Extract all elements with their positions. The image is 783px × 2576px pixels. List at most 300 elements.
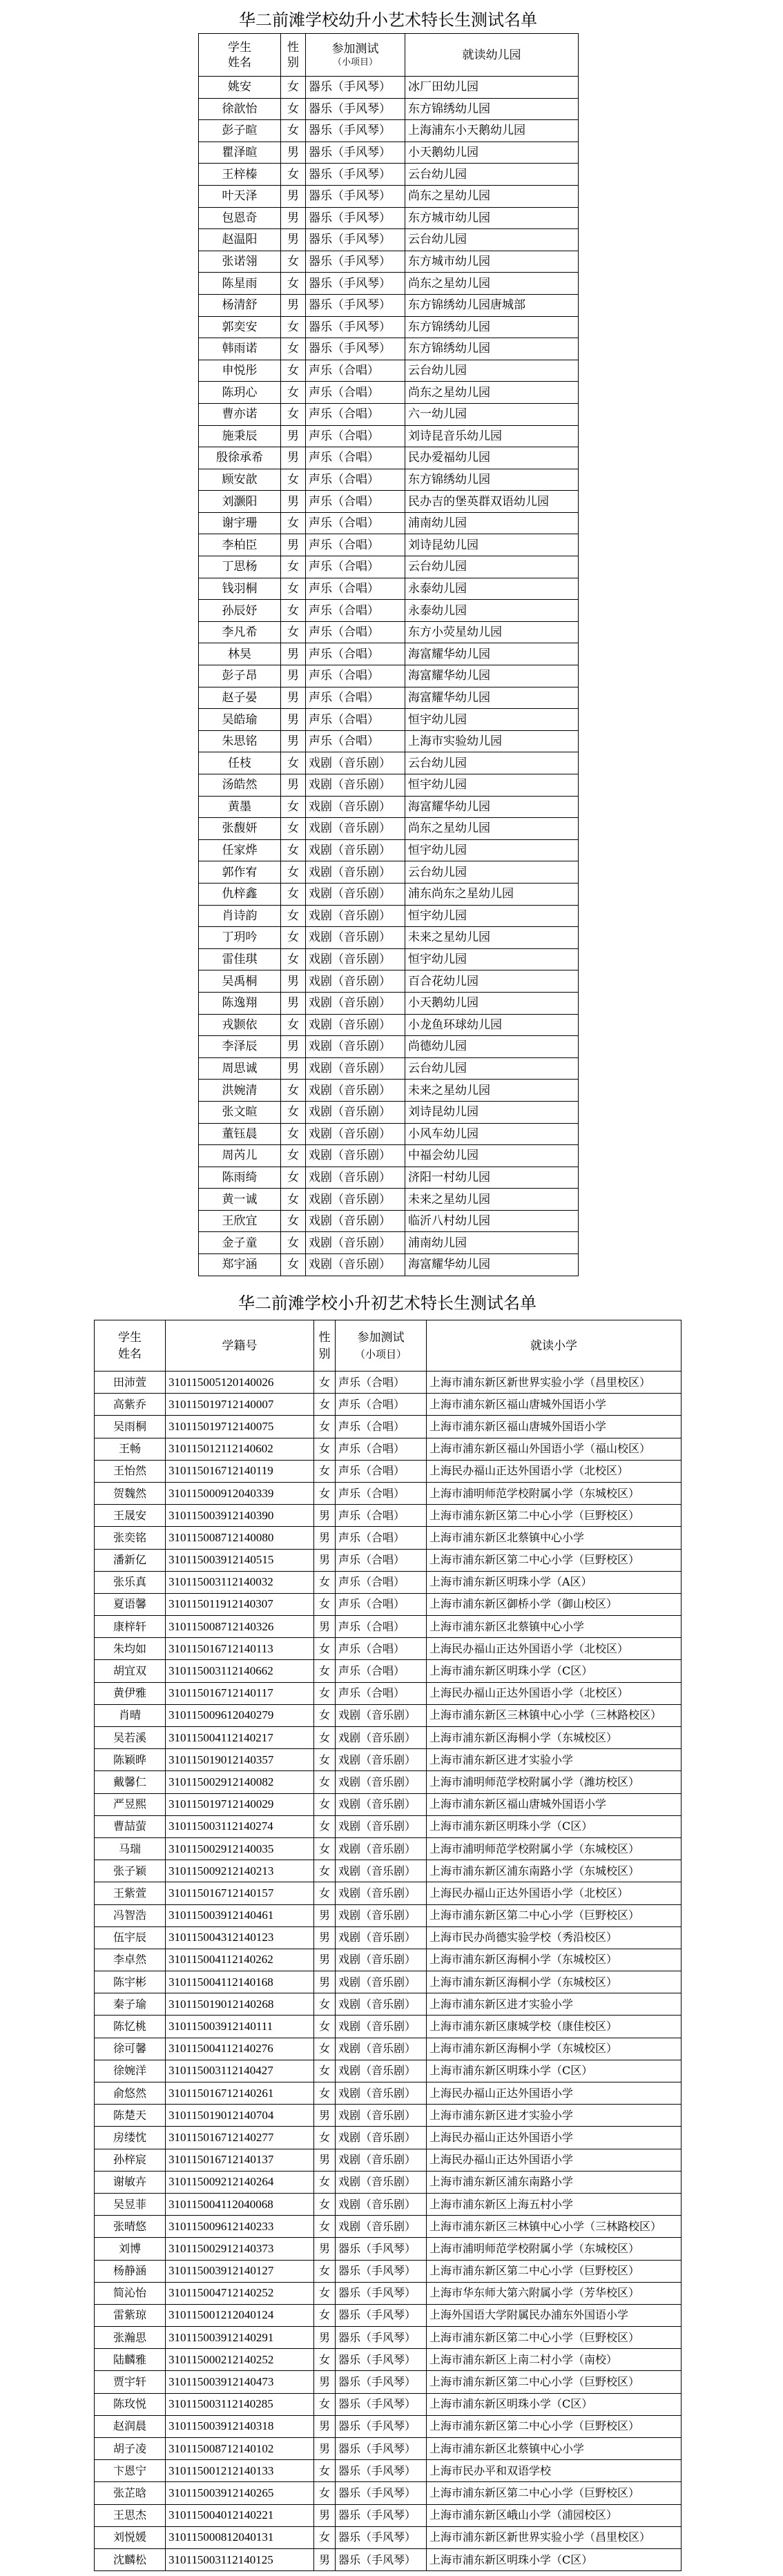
table-header-row [95, 1320, 682, 1372]
table-row [95, 2016, 682, 2038]
test-item-cell: 声乐（合唱） [306, 491, 405, 513]
student-name-cell: 张瀚思 [95, 2327, 166, 2349]
student-name-cell: 张馥妍 [199, 818, 281, 840]
student-name-cell: 郑宇涵 [199, 1254, 281, 1276]
student-id-cell: 310115000812040131 [166, 2526, 314, 2548]
table-row [95, 2415, 682, 2437]
primary-school-cell: 上海市浦明师范学校附属小学（东城校区） [427, 1482, 682, 1504]
table-row [95, 2082, 682, 2105]
student-name-cell: 戎颢依 [199, 1014, 281, 1036]
student-name-cell: 陈颖晔 [95, 1749, 166, 1771]
gender-cell: 男 [314, 1505, 336, 1527]
test-item-cell: 声乐（合唱） [336, 1372, 427, 1394]
student-id-cell: 310115004112140276 [166, 2038, 314, 2060]
gender-cell: 男 [314, 2438, 336, 2460]
student-name-cell: 汤皓然 [199, 774, 281, 797]
primary-school-cell: 上海市浦东新区浦东南路小学（东城校区） [427, 1860, 682, 1882]
table-row [95, 2282, 682, 2304]
table-row [199, 818, 579, 840]
student-name-cell: 张诺翎 [199, 251, 281, 273]
kindergarten-cell: 云台幼儿园 [405, 752, 579, 774]
gender-cell: 女 [314, 1815, 336, 1837]
student-name-cell: 吴禹桐 [199, 970, 281, 993]
primary-school-cell: 上海市浦东新区三林镇中心小学（三林路校区） [427, 1704, 682, 1726]
table-row [199, 425, 579, 447]
kindergarten-list-title: 华二前滩学校幼升小艺术特长生测试名单 [239, 10, 537, 30]
gender-cell: 女 [314, 1460, 336, 1482]
kindergarten-cell: 刘诗昆幼儿园 [405, 1101, 579, 1123]
student-id-cell: 310115003112140125 [166, 2548, 314, 2570]
student-name-cell: 胡宜双 [95, 1660, 166, 1682]
test-item-cell: 戏剧（音乐剧） [306, 861, 405, 884]
table-row [95, 1727, 682, 1749]
primary-school-cell: 上海市浦东新区明珠小学（C区） [427, 2393, 682, 2415]
header-gender [314, 1320, 336, 1372]
student-name-cell: 顾安歆 [199, 469, 281, 491]
gender-cell: 男 [281, 229, 306, 251]
kindergarten-cell: 济阳一村幼儿园 [405, 1167, 579, 1189]
student-id-cell: 310115016712140117 [166, 1682, 314, 1704]
test-item-cell: 声乐（合唱） [336, 1460, 427, 1482]
kindergarten-cell: 永泰幼儿园 [405, 578, 579, 600]
kindergarten-cell: 恒宇幼儿园 [405, 709, 579, 731]
kindergarten-cell: 东方锦绣幼儿园 [405, 98, 579, 120]
gender-cell: 女 [314, 2016, 336, 2038]
test-item-cell: 戏剧（音乐剧） [336, 2038, 427, 2060]
student-name-cell: 王欣宜 [199, 1210, 281, 1232]
test-item-cell: 声乐（合唱） [336, 1616, 427, 1638]
test-item-cell: 声乐（合唱） [306, 578, 405, 600]
student-name-cell: 韩雨诺 [199, 338, 281, 360]
gender-cell: 男 [314, 1971, 336, 1993]
test-item-cell: 器乐（手风琴） [336, 2371, 427, 2393]
test-item-cell: 戏剧（音乐剧） [336, 2016, 427, 2038]
kindergarten-cell: 东方锦绣幼儿园 [405, 316, 579, 338]
table-row [199, 556, 579, 578]
test-item-cell: 戏剧（音乐剧） [306, 752, 405, 774]
primary-roster-table [94, 1320, 682, 2571]
gender-cell: 女 [281, 600, 306, 622]
student-name-cell: 张奕铭 [95, 1527, 166, 1549]
primary-school-cell: 上海民办福山正达外国语小学 [427, 2082, 682, 2105]
gender-cell: 女 [281, 796, 306, 818]
header-student-name-line2: 姓名 [228, 55, 251, 70]
student-name-cell: 徐可馨 [95, 2038, 166, 2060]
header-test-item [306, 34, 405, 77]
gender-cell: 女 [281, 839, 306, 861]
student-name-cell: 朱思铭 [199, 730, 281, 752]
gender-cell: 男 [281, 185, 306, 207]
test-item-cell: 器乐（手风琴） [306, 316, 405, 338]
table-row [95, 2438, 682, 2460]
table-row [199, 512, 579, 534]
table-row [199, 1036, 579, 1058]
table-row [199, 621, 579, 643]
primary-school-cell: 上海市浦东新区第二中心小学（巨野校区） [427, 2327, 682, 2349]
kindergarten-cell: 东方锦绣幼儿园 [405, 338, 579, 360]
table-row [95, 2127, 682, 2149]
test-item-cell: 戏剧（音乐剧） [336, 1749, 427, 1771]
gender-cell: 女 [314, 1394, 336, 1416]
test-item-cell: 声乐（合唱） [306, 665, 405, 687]
test-item-cell: 声乐（合唱） [336, 1593, 427, 1615]
table-row [95, 1815, 682, 1837]
gender-cell: 男 [281, 970, 306, 993]
student-id-cell: 310115004012140221 [166, 2504, 314, 2526]
table-row [199, 164, 579, 186]
gender-cell: 女 [314, 2260, 336, 2282]
kindergarten-cell: 云台幼儿园 [405, 229, 579, 251]
test-item-cell: 戏剧（音乐剧） [336, 2216, 427, 2238]
table-row [95, 1549, 682, 1571]
gender-cell: 女 [314, 2193, 336, 2215]
gender-cell: 男 [281, 774, 306, 797]
test-item-cell: 声乐（合唱） [306, 447, 405, 469]
kindergarten-roster-body [199, 77, 579, 1276]
test-item-cell: 器乐（手风琴） [336, 2304, 427, 2326]
gender-cell: 女 [281, 316, 306, 338]
gender-cell: 女 [314, 1837, 336, 1860]
student-id-cell: 310115016712140119 [166, 1460, 314, 1482]
table-row [199, 1254, 579, 1276]
test-item-cell: 戏剧（音乐剧） [336, 1793, 427, 1815]
table-row [95, 1416, 682, 1438]
student-id-cell: 310115003912140473 [166, 2371, 314, 2393]
primary-school-cell: 上海市浦明师范学校附属小学（潍坊校区） [427, 1771, 682, 1793]
gender-cell: 女 [281, 120, 306, 142]
table-row [95, 1860, 682, 1882]
test-item-cell: 器乐（手风琴） [336, 2327, 427, 2349]
student-name-cell: 杨静涵 [95, 2260, 166, 2282]
test-item-cell: 器乐（手风琴） [336, 2438, 427, 2460]
student-name-cell: 周思诚 [199, 1057, 281, 1080]
primary-school-cell: 上海市浦东新区上海五村小学 [427, 2193, 682, 2215]
table-row [95, 2193, 682, 2215]
table-row [199, 1232, 579, 1254]
kindergarten-cell: 上海市实验幼儿园 [405, 730, 579, 752]
student-name-cell: 任枝 [199, 752, 281, 774]
gender-cell: 男 [281, 730, 306, 752]
gender-cell: 女 [314, 1416, 336, 1438]
gender-cell: 女 [281, 861, 306, 884]
kindergarten-cell: 永泰幼儿园 [405, 600, 579, 622]
student-name-cell: 孙梓宸 [95, 2149, 166, 2171]
test-item-cell: 戏剧（音乐剧） [306, 818, 405, 840]
primary-school-cell: 上海市浦东新区海桐小学（东城校区） [427, 1727, 682, 1749]
student-name-cell: 洪婉清 [199, 1080, 281, 1102]
table-row [199, 229, 579, 251]
student-name-cell: 陈雨绮 [199, 1167, 281, 1189]
kindergarten-cell: 刘诗昆音乐幼儿园 [405, 425, 579, 447]
kindergarten-cell: 云台幼儿园 [405, 164, 579, 186]
student-name-cell: 王怡然 [95, 1460, 166, 1482]
student-name-cell: 沈麟松 [95, 2548, 166, 2570]
test-item-cell: 器乐（手风琴） [306, 338, 405, 360]
table-row [95, 1926, 682, 1949]
student-name-cell: 曹喆萤 [95, 1815, 166, 1837]
primary-school-cell: 上海民办福山正达外国语小学 [427, 2127, 682, 2149]
gender-cell: 女 [281, 905, 306, 927]
student-name-cell: 陆麟雅 [95, 2349, 166, 2371]
primary-school-cell: 上海市浦东新区康城学校（康佳校区） [427, 2016, 682, 2038]
kindergarten-cell: 云台幼儿园 [405, 861, 579, 884]
primary-school-cell: 上海市浦东新区第二中心小学（巨野校区） [427, 1505, 682, 1527]
test-item-cell: 器乐（手风琴） [306, 251, 405, 273]
student-id-cell: 310115004312140123 [166, 1926, 314, 1949]
kindergarten-cell: 未来之星幼儿园 [405, 927, 579, 949]
gender-cell: 男 [281, 142, 306, 164]
student-name-cell: 冯智浩 [95, 1904, 166, 1926]
test-item-cell: 戏剧（音乐剧） [306, 1057, 405, 1080]
table-row [199, 382, 579, 404]
test-item-cell: 戏剧（音乐剧） [306, 1167, 405, 1189]
gender-cell: 女 [314, 2304, 336, 2326]
student-name-cell: 丁思杨 [199, 556, 281, 578]
gender-cell: 男 [281, 709, 306, 731]
gender-cell: 女 [281, 164, 306, 186]
test-item-cell: 戏剧（音乐剧） [336, 2060, 427, 2082]
gender-cell: 男 [314, 1549, 336, 1571]
gender-cell: 男 [281, 534, 306, 556]
primary-school-cell: 上海民办福山正达外国语小学（北校区） [427, 1638, 682, 1660]
student-name-cell: 曹亦诺 [199, 403, 281, 425]
table-row [199, 469, 579, 491]
student-id-cell: 310115009212140264 [166, 2171, 314, 2193]
test-item-cell: 声乐（合唱） [336, 1660, 427, 1682]
test-item-cell: 声乐（合唱） [306, 534, 405, 556]
student-name-cell: 朱均如 [95, 1638, 166, 1660]
test-item-cell: 器乐（手风琴） [306, 98, 405, 120]
student-name-cell: 戴馨仁 [95, 1771, 166, 1793]
gender-cell: 女 [281, 512, 306, 534]
gender-cell: 女 [314, 1882, 336, 1904]
table-row [199, 360, 579, 382]
primary-school-cell: 上海市浦东新区第二中心小学（巨野校区） [427, 1904, 682, 1926]
student-name-cell: 殷徐承希 [199, 447, 281, 469]
student-id-cell: 310115008712140326 [166, 1616, 314, 1638]
primary-school-cell: 上海市浦东新区第二中心小学（巨野校区） [427, 2260, 682, 2282]
student-name-cell: 周芮儿 [199, 1145, 281, 1167]
test-item-cell: 戏剧（音乐剧） [306, 1123, 405, 1145]
student-name-cell: 贾宇轩 [95, 2371, 166, 2393]
student-name-cell: 房缕忱 [95, 2127, 166, 2149]
student-id-cell: 310115016712140113 [166, 1638, 314, 1660]
table-row [199, 1167, 579, 1189]
kindergarten-cell: 恒宇幼儿园 [405, 839, 579, 861]
table-row [199, 970, 579, 993]
gender-cell: 女 [314, 1727, 336, 1749]
test-item-cell: 器乐（手风琴） [336, 2504, 427, 2526]
table-row [95, 2038, 682, 2060]
table-row [199, 578, 579, 600]
kindergarten-cell: 未来之星幼儿园 [405, 1080, 579, 1102]
primary-school-cell: 上海市浦东新区福山外国语小学（福山校区） [427, 1438, 682, 1460]
table-row [199, 77, 579, 99]
kindergarten-cell: 海富耀华幼儿园 [405, 796, 579, 818]
gender-cell: 男 [281, 687, 306, 709]
gender-cell: 男 [314, 2371, 336, 2393]
primary-school-cell: 上海市浦东新区北蔡镇中心小学 [427, 1616, 682, 1638]
student-name-cell: 谢宇珊 [199, 512, 281, 534]
student-name-cell: 姚安 [199, 77, 281, 99]
gender-cell: 女 [281, 382, 306, 404]
student-name-cell: 张文暄 [199, 1101, 281, 1123]
table-row [199, 905, 579, 927]
gender-cell: 女 [281, 1101, 306, 1123]
student-name-cell: 申悦彤 [199, 360, 281, 382]
test-item-cell: 声乐（合唱） [306, 512, 405, 534]
student-name-cell: 徐婉洋 [95, 2060, 166, 2082]
kindergarten-cell: 尚东之星幼儿园 [405, 382, 579, 404]
gender-cell: 男 [281, 1036, 306, 1058]
student-name-cell: 吴雨桐 [95, 1416, 166, 1438]
kindergarten-cell: 恒宇幼儿园 [405, 774, 579, 797]
primary-school-cell: 上海市浦东新区进才实验小学 [427, 2105, 682, 2127]
test-item-cell: 声乐（合唱） [336, 1505, 427, 1527]
kindergarten-cell: 尚东之星幼儿园 [405, 818, 579, 840]
gender-cell: 女 [314, 2460, 336, 2482]
gender-cell: 女 [281, 338, 306, 360]
table-row [95, 2060, 682, 2082]
test-item-cell: 戏剧（音乐剧） [336, 2105, 427, 2127]
primary-school-cell: 上海市浦东新区福山唐城外国语小学 [427, 1394, 682, 1416]
student-id-cell: 310115003912140291 [166, 2327, 314, 2349]
student-id-cell: 310115009612040279 [166, 1704, 314, 1726]
student-name-cell: 包恩奇 [199, 207, 281, 229]
kindergarten-cell: 百合花幼儿园 [405, 970, 579, 993]
student-name-cell: 陈宇彬 [95, 1971, 166, 1993]
kindergarten-cell: 东方城市幼儿园 [405, 207, 579, 229]
table-row [95, 1638, 682, 1660]
student-name-cell: 卞恩宁 [95, 2460, 166, 2482]
table-row [199, 1080, 579, 1102]
student-name-cell: 王梓榛 [199, 164, 281, 186]
test-item-cell: 器乐（手风琴） [306, 229, 405, 251]
student-name-cell: 刘博 [95, 2238, 166, 2260]
test-item-cell: 戏剧（音乐剧） [336, 1882, 427, 1904]
student-id-cell: 310115003912140318 [166, 2415, 314, 2437]
primary-school-cell: 上海市华东师大第六附属小学（芳华校区） [427, 2282, 682, 2304]
gender-cell: 女 [281, 1014, 306, 1036]
student-id-cell: 310115019012140704 [166, 2105, 314, 2127]
student-name-cell: 马瑞 [95, 1837, 166, 1860]
gender-cell: 男 [314, 2504, 336, 2526]
student-name-cell: 雷紫琼 [95, 2304, 166, 2326]
primary-school-cell: 上海市浦东新区海桐小学（东城校区） [427, 2038, 682, 2060]
table-row [199, 774, 579, 797]
student-id-cell: 310115004112040068 [166, 2193, 314, 2215]
test-item-cell: 戏剧（音乐剧） [306, 927, 405, 949]
student-id-cell: 310115003912140390 [166, 1505, 314, 1527]
test-item-cell: 器乐（手风琴） [336, 2238, 427, 2260]
kindergarten-cell: 冰厂田幼儿园 [405, 77, 579, 99]
primary-roster-body [95, 1372, 682, 2571]
gender-cell: 男 [281, 1057, 306, 1080]
student-id-cell: 310115016712140277 [166, 2127, 314, 2149]
header-student-name-line1: 学生 [118, 1330, 142, 1345]
table-row [95, 2216, 682, 2238]
test-item-cell: 器乐（手风琴） [336, 2393, 427, 2415]
table-row [95, 1749, 682, 1771]
table-row [95, 2327, 682, 2349]
primary-school-cell: 上海外国语大学附属民办浦东外国语小学 [427, 2304, 682, 2326]
student-name-cell: 彭子暄 [199, 120, 281, 142]
table-row [199, 447, 579, 469]
student-name-cell: 吴昱菲 [95, 2193, 166, 2215]
table-row [199, 927, 579, 949]
kindergarten-roster-table [198, 33, 579, 1276]
student-name-cell: 赵子晏 [199, 687, 281, 709]
student-name-cell: 秦子瑜 [95, 1993, 166, 2016]
kindergarten-cell: 小天鹅幼儿园 [405, 992, 579, 1014]
primary-school-cell: 上海市浦东新区明珠小学（C区） [427, 2060, 682, 2082]
primary-list-title: 华二前滩学校小升初艺术特长生测试名单 [238, 1294, 536, 1313]
student-id-cell: 310115004712140252 [166, 2282, 314, 2304]
test-item-cell: 器乐（手风琴） [336, 2415, 427, 2437]
gender-cell: 女 [314, 2127, 336, 2149]
test-item-cell: 器乐（手风琴） [306, 273, 405, 295]
primary-school-cell: 上海市浦东新区明珠小学（C区） [427, 1660, 682, 1682]
table-row [95, 1904, 682, 1926]
gender-cell: 女 [281, 578, 306, 600]
student-name-cell: 孙辰妤 [199, 600, 281, 622]
student-id-cell: 310115000212140252 [166, 2349, 314, 2371]
test-item-cell: 戏剧（音乐剧） [336, 1727, 427, 1749]
test-item-cell: 戏剧（音乐剧） [306, 796, 405, 818]
student-name-cell: 叶天泽 [199, 185, 281, 207]
student-name-cell: 王紫萱 [95, 1882, 166, 1904]
gender-cell: 男 [281, 665, 306, 687]
table-row [95, 2304, 682, 2326]
primary-school-cell: 上海市浦东新区新世界实验小学（昌里校区） [427, 1372, 682, 1394]
student-id-cell: 310115001212140133 [166, 2460, 314, 2482]
student-name-cell: 黄伊雅 [95, 1682, 166, 1704]
kindergarten-cell: 民办吉的堡英群双语幼儿园 [405, 491, 579, 513]
primary-school-cell: 上海市民办尚德实验学校（秀沿校区） [427, 1926, 682, 1949]
gender-cell: 女 [314, 1660, 336, 1682]
primary-school-cell: 上海市浦东新区福山唐城外国语小学 [427, 1793, 682, 1815]
table-row [199, 98, 579, 120]
student-name-cell: 任家烨 [199, 839, 281, 861]
test-item-cell: 器乐（手风琴） [336, 2260, 427, 2282]
gender-cell: 女 [281, 948, 306, 970]
gender-cell: 女 [314, 2482, 336, 2504]
table-row [95, 2504, 682, 2526]
table-row [199, 839, 579, 861]
table-row [199, 752, 579, 774]
table-row [199, 207, 579, 229]
primary-school-cell: 上海市浦东新区第二中心小学（巨野校区） [427, 2371, 682, 2393]
kindergarten-cell: 东方锦绣幼儿园 [405, 469, 579, 491]
student-name-cell: 王畅 [95, 1438, 166, 1460]
gender-cell: 男 [281, 294, 306, 316]
student-id-cell: 310115009612140233 [166, 2216, 314, 2238]
kindergarten-cell: 海富耀华幼儿园 [405, 1254, 579, 1276]
primary-school-cell: 上海市民办平和双语学校 [427, 2460, 682, 2482]
kindergarten-cell: 上海浦东小天鹅幼儿园 [405, 120, 579, 142]
student-id-cell: 310115004112140168 [166, 1971, 314, 1993]
student-name-cell: 李卓然 [95, 1949, 166, 1971]
student-id-cell: 310115002912140035 [166, 1837, 314, 1860]
gender-cell: 女 [314, 1704, 336, 1726]
student-id-cell: 310115011912140307 [166, 1593, 314, 1615]
table-row [199, 273, 579, 295]
test-item-cell: 戏剧（音乐剧） [336, 1949, 427, 1971]
test-item-cell: 戏剧（音乐剧） [336, 1704, 427, 1726]
student-id-cell: 310115003112140427 [166, 2060, 314, 2082]
test-item-cell: 器乐（手风琴） [336, 2349, 427, 2371]
student-name-cell: 肖晴 [95, 1704, 166, 1726]
